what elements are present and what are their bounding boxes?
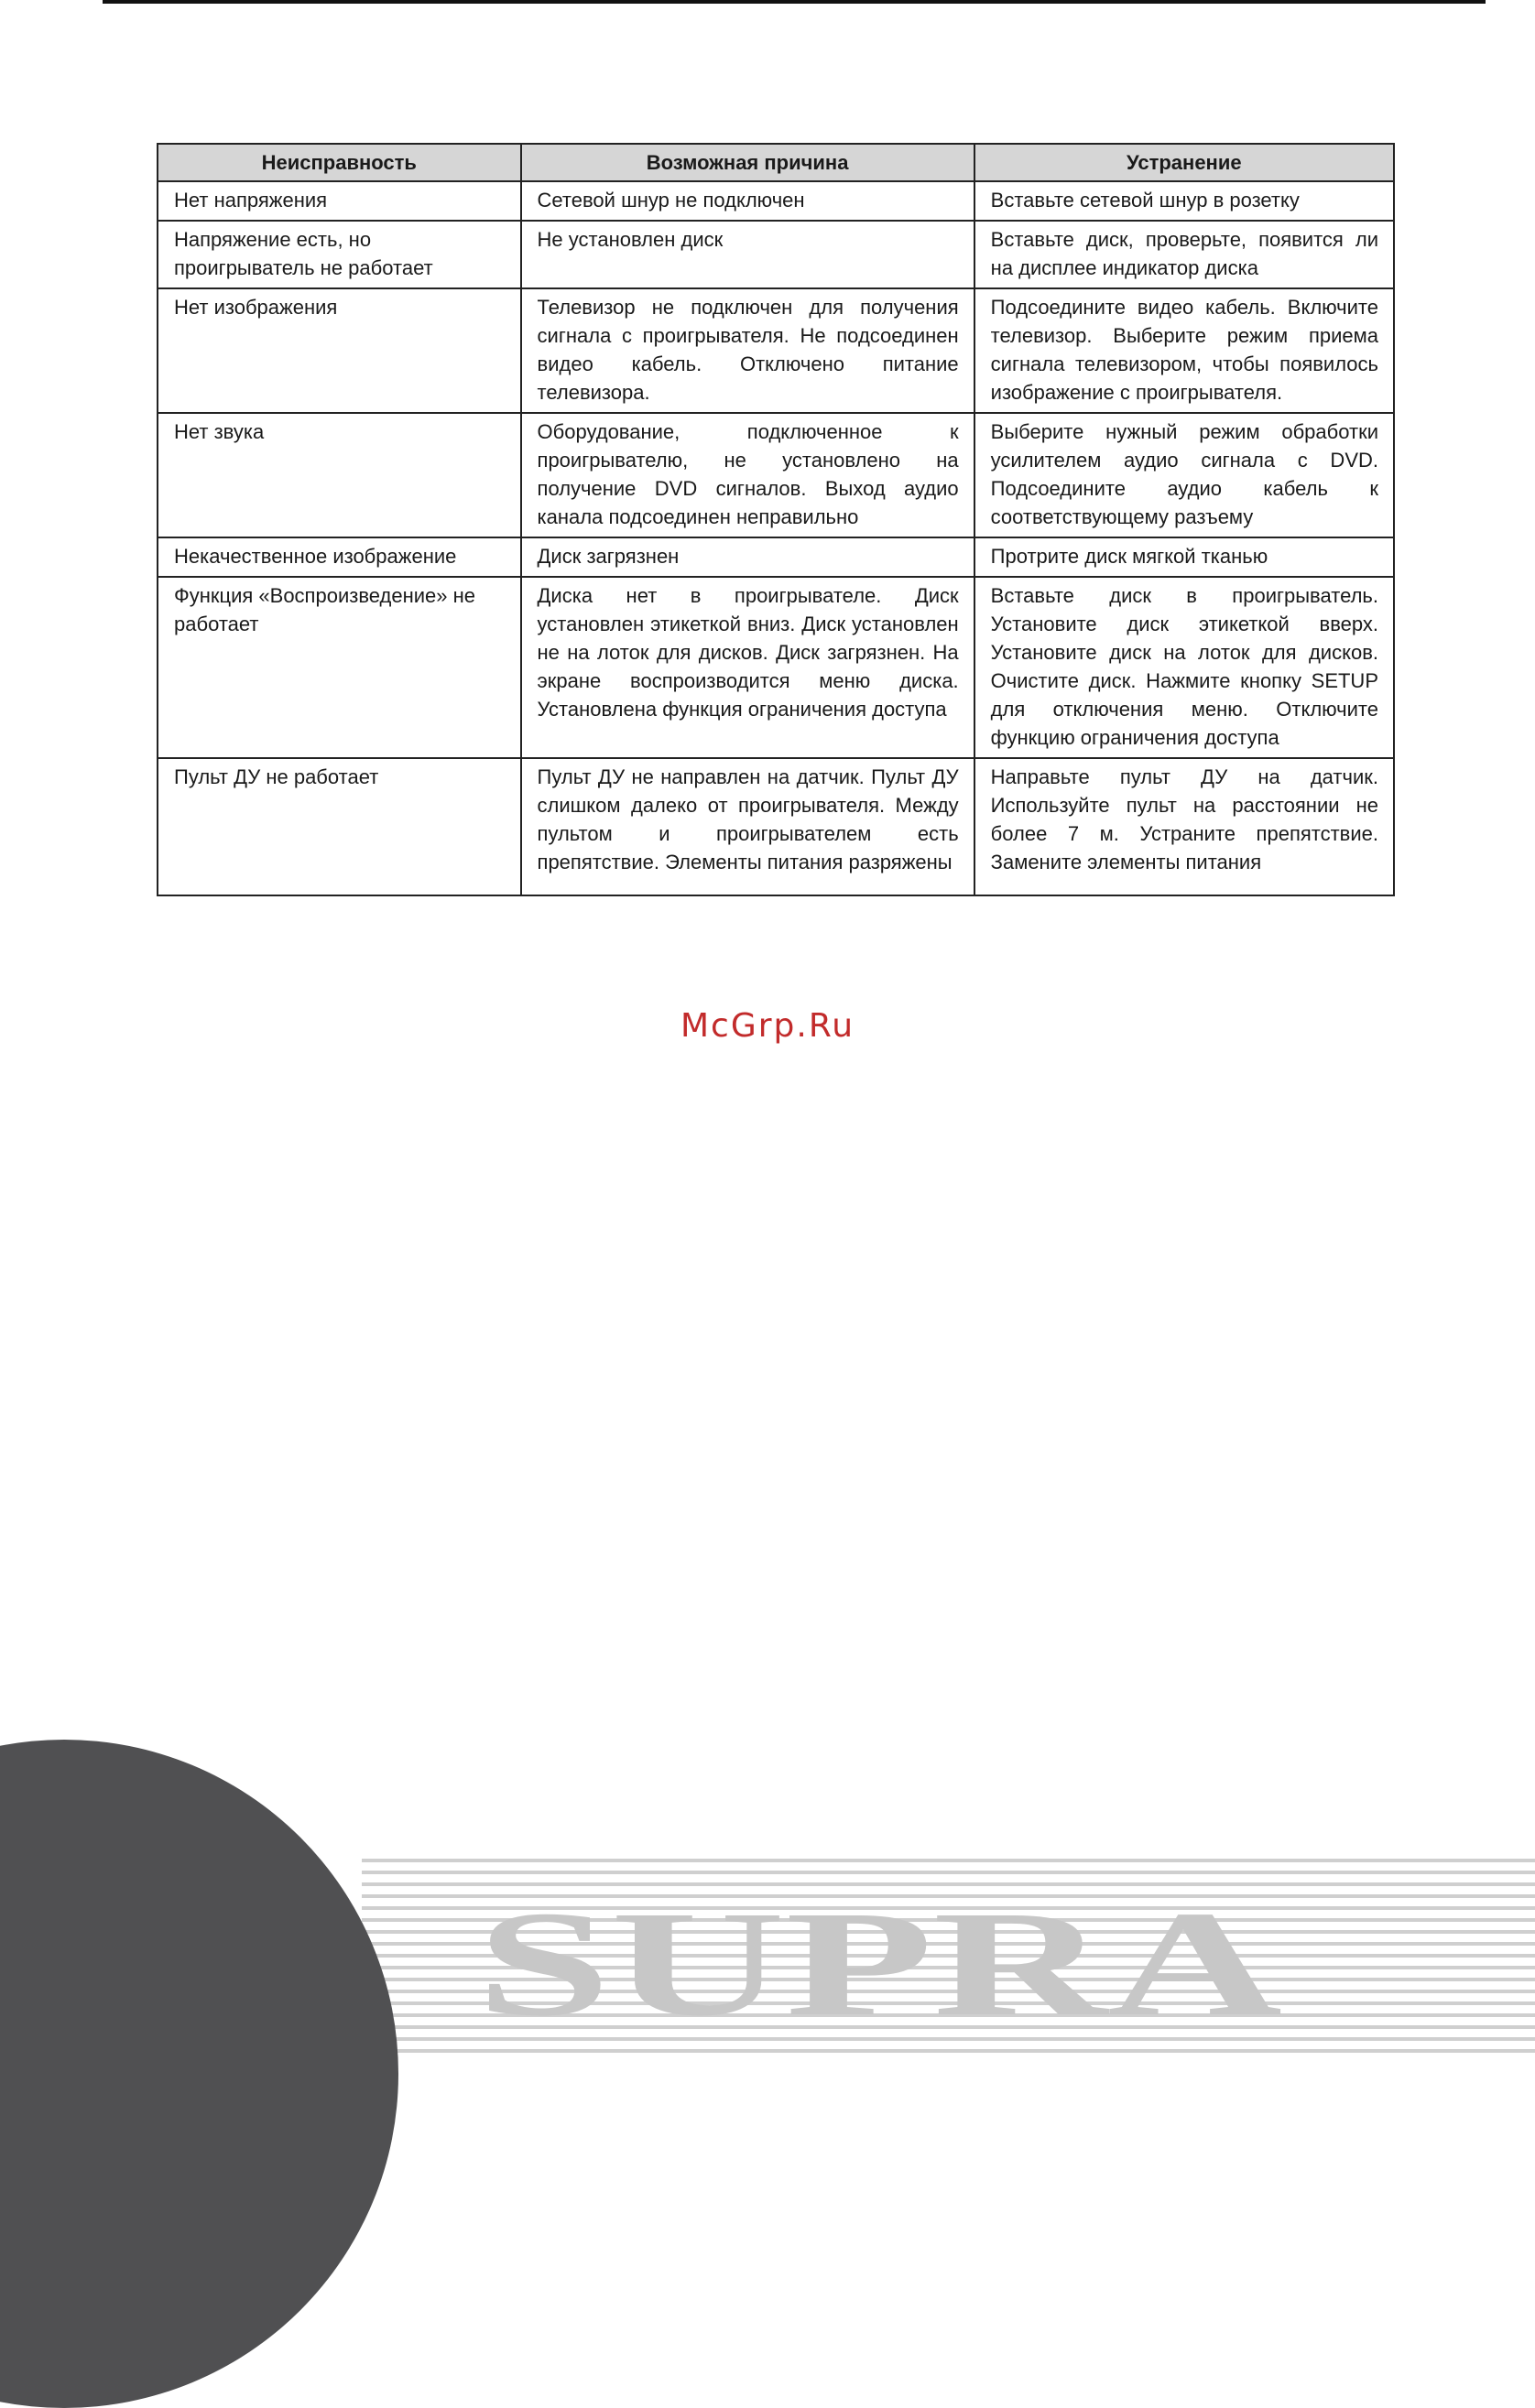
cause-cell: Диск загрязнен — [521, 537, 974, 577]
supra-logo-text: SUPRA — [476, 1904, 1282, 2033]
fault-cell: Нет звука — [158, 413, 521, 537]
table-row — [158, 413, 1394, 537]
fault-cell: Пульт ДУ не работает — [158, 758, 521, 895]
remedy-cell: Протрите диск мягкой тканью — [974, 537, 1394, 577]
cause-cell: Сетевой шнур не подключен — [521, 181, 974, 221]
table-row — [158, 758, 1394, 895]
cause-cell: Не установлен диск — [521, 221, 974, 288]
header-cause: Возможная причина — [521, 144, 974, 181]
top-rule — [103, 0, 1486, 4]
header-fault: Неисправность — [158, 144, 521, 181]
fault-cell: Функция «Воспроизведение» не работает — [158, 577, 521, 758]
fault-cell: Нет изображения — [158, 288, 521, 413]
table-row — [158, 288, 1394, 413]
watermark: McGrp.Ru — [680, 1007, 855, 1045]
header-remedy: Устранение — [974, 144, 1394, 181]
cause-cell: Пульт ДУ не направлен на датчик. Пульт ДУ слишком далеко от проигрывателя. Между пультом и проигрывателем есть препятствие. Элементы питания разряжены — [521, 758, 974, 895]
remedy-cell: Вставьте диск в проигрыватель. Установите диск этикеткой вверх. Установите диск на лоток для дисков. Очистите диск. Нажмите кнопку SETUP для отключения меню. Отключите функцию ограничения доступа — [974, 577, 1394, 758]
table-row — [158, 577, 1394, 758]
remedy-cell: Вставьте сетевой шнур в розетку — [974, 181, 1394, 221]
cause-cell: Оборудование, подключенное к проигрывателю, не установлено на получение DVD сигналов. Выход аудио канала подсоединен неправильно — [521, 413, 974, 537]
table-row — [158, 181, 1394, 221]
remedy-cell: Направьте пульт ДУ на датчик. Используйте пульт на расстоянии не более 7 м. Устраните препятствие. Замените элементы питания — [974, 758, 1394, 895]
table-header-row — [158, 144, 1394, 181]
troubleshooting-table-wrapper — [157, 143, 1395, 896]
decorative-corner-circle — [0, 1740, 398, 2408]
cause-cell: Диска нет в проигрывателе. Диск установлен этикеткой вниз. Диск установлен не на лоток для дисков. Диск загрязнен. На экране воспроизводится меню диска. Установлена функция ограничения доступа — [521, 577, 974, 758]
remedy-cell: Выберите нужный режим обработки усилителем аудио сигнала с DVD. Подсоедините аудио кабель к соответствующему разъему — [974, 413, 1394, 537]
fault-cell: Некачественное изображение — [158, 537, 521, 577]
fault-cell: Нет напряжения — [158, 181, 521, 221]
remedy-cell: Подсоедините видео кабель. Включите телевизор. Выберите режим приема сигнала телевизором, чтобы появилось изображение с проигрывателя. — [974, 288, 1394, 413]
remedy-cell: Вставьте диск, проверьте, появится ли на дисплее индикатор диска — [974, 221, 1394, 288]
troubleshooting-table — [157, 143, 1395, 896]
table-row — [158, 537, 1394, 577]
table-row — [158, 221, 1394, 288]
fault-cell: Напряжение есть, но проигрыватель не работает — [158, 221, 521, 288]
cause-cell: Телевизор не подключен для получения сигнала с проигрывателя. Не подсоединен видео кабель. Отключено питание телевизора. — [521, 288, 974, 413]
supra-logo — [476, 1904, 1301, 2033]
